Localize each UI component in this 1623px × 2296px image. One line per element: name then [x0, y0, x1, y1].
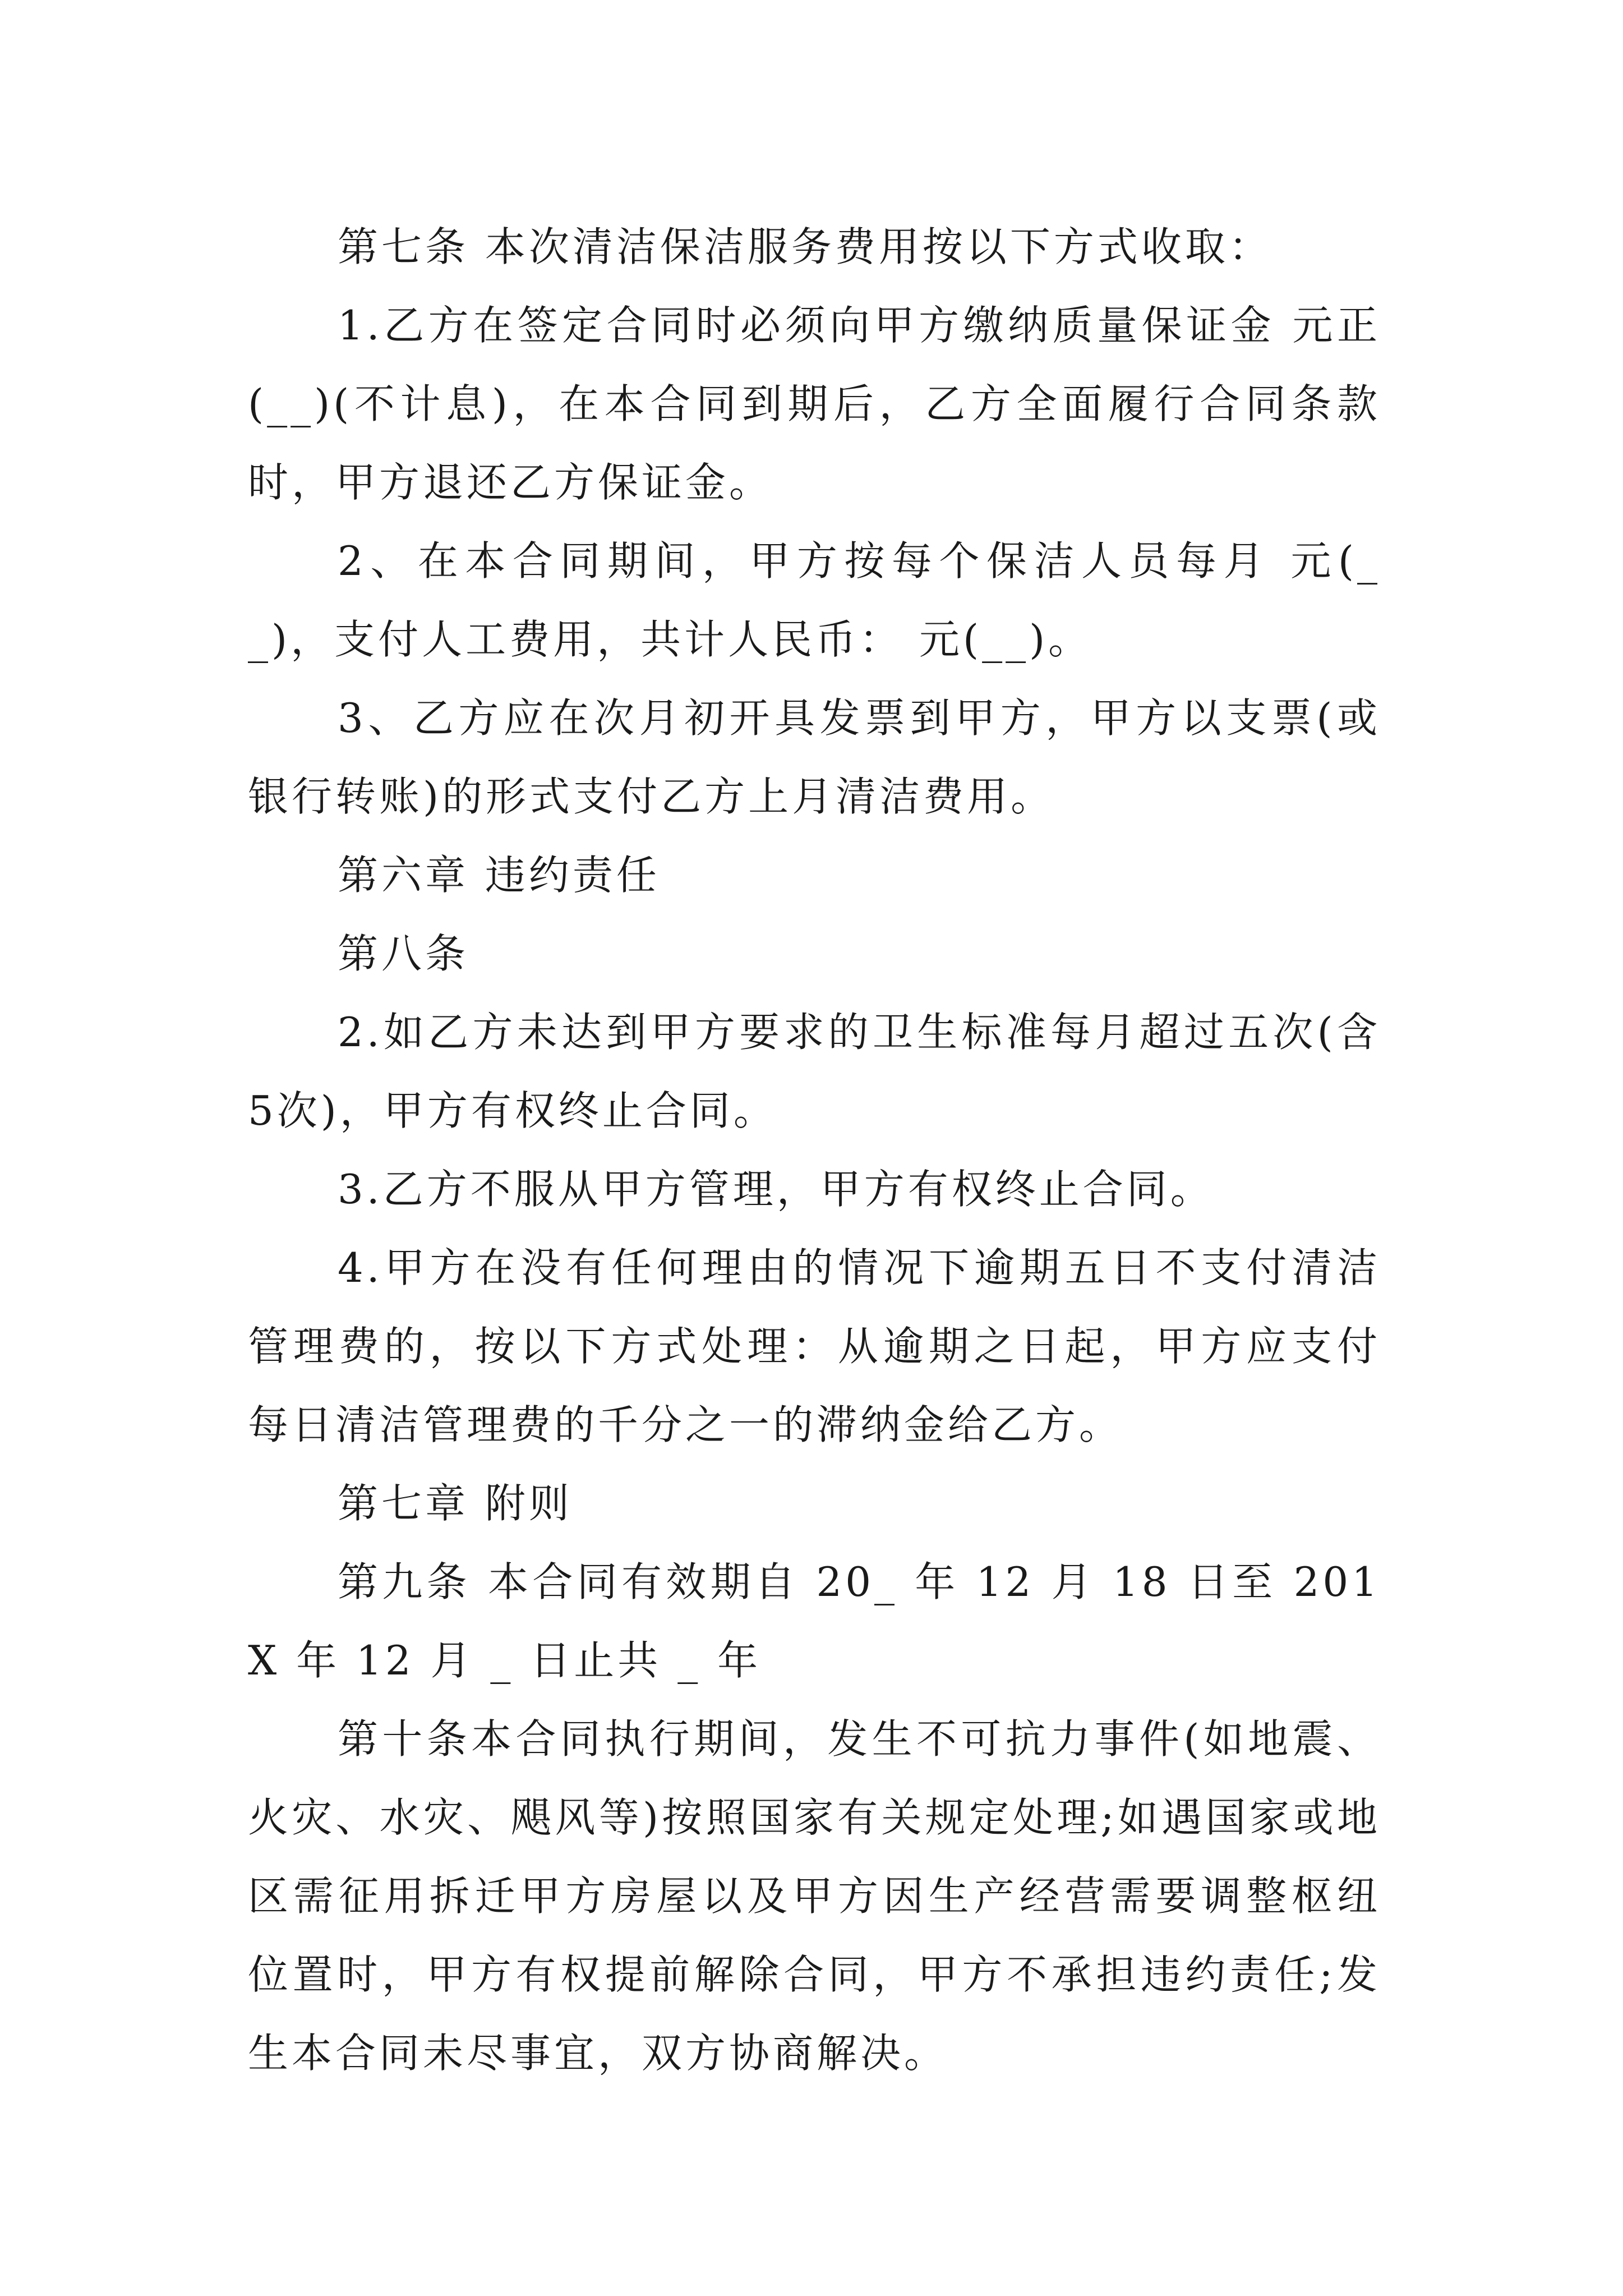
- chapter-heading-supplementary: 第七章 附则: [338, 1480, 573, 1527]
- chapter-heading-liability: 第六章 违约责任: [338, 852, 660, 899]
- paragraph-article-9-term: 第九条 本合同有效期自 20_ 年 12 月 18 日至 201X 年 12 月 _ 日止共 _ 年: [248, 1558, 1381, 1684]
- paragraph-article-10-force-majeure: 第十条本合同执行期间，发生不可抗力事件(如地震、火灾、水灾、飓风等)按照国家有关规定处理;如遇国家或地区需征用拆迁甲方房屋以及甲方因生产经营需要调整枢纽位置时，甲方有权提前解除合同，甲方不承担违约责任;发生本合同未尽事宜，双方协商解决。: [248, 1715, 1381, 2077]
- paragraph-late-payment-clause: 4.甲方在没有任何理由的情况下逾期五日不支付清洁管理费的，按以下方式处理：从逾期之日起，甲方应支付每日清洁管理费的千分之一的滞纳金给乙方。: [248, 1244, 1381, 1448]
- paragraph-article-7: 第七条 本次清洁保洁服务费用按以下方式收取：: [338, 223, 1272, 270]
- paragraph-hygiene-clause: 2.如乙方未达到甲方要求的卫生标准每月超过五次(含5次)，甲方有权终止合同。: [248, 1009, 1381, 1134]
- paragraph-article-8: 第八条: [338, 930, 469, 977]
- document-body: [248, 208, 1381, 2092]
- paragraph-invoice-clause: 3、乙方应在次月初开具发票到甲方，甲方以支票(或银行转账)的形式支付乙方上月清洁费用。: [248, 694, 1381, 820]
- paragraph-deposit-clause: 1.乙方在签定合同时必须向甲方缴纳质量保证金 元正(__)(不计息)，在本合同到期后，乙方全面履行合同条款时，甲方退还乙方保证金。: [248, 302, 1381, 506]
- paragraph-labor-fee-clause: 2、在本合同期间，甲方按每个保洁人员每月 元(__)，支付人工费用，共计人民币： 元(__)。: [248, 537, 1381, 663]
- paragraph-management-clause: 3.乙方不服从甲方管理，甲方有权终止合同。: [338, 1166, 1214, 1213]
